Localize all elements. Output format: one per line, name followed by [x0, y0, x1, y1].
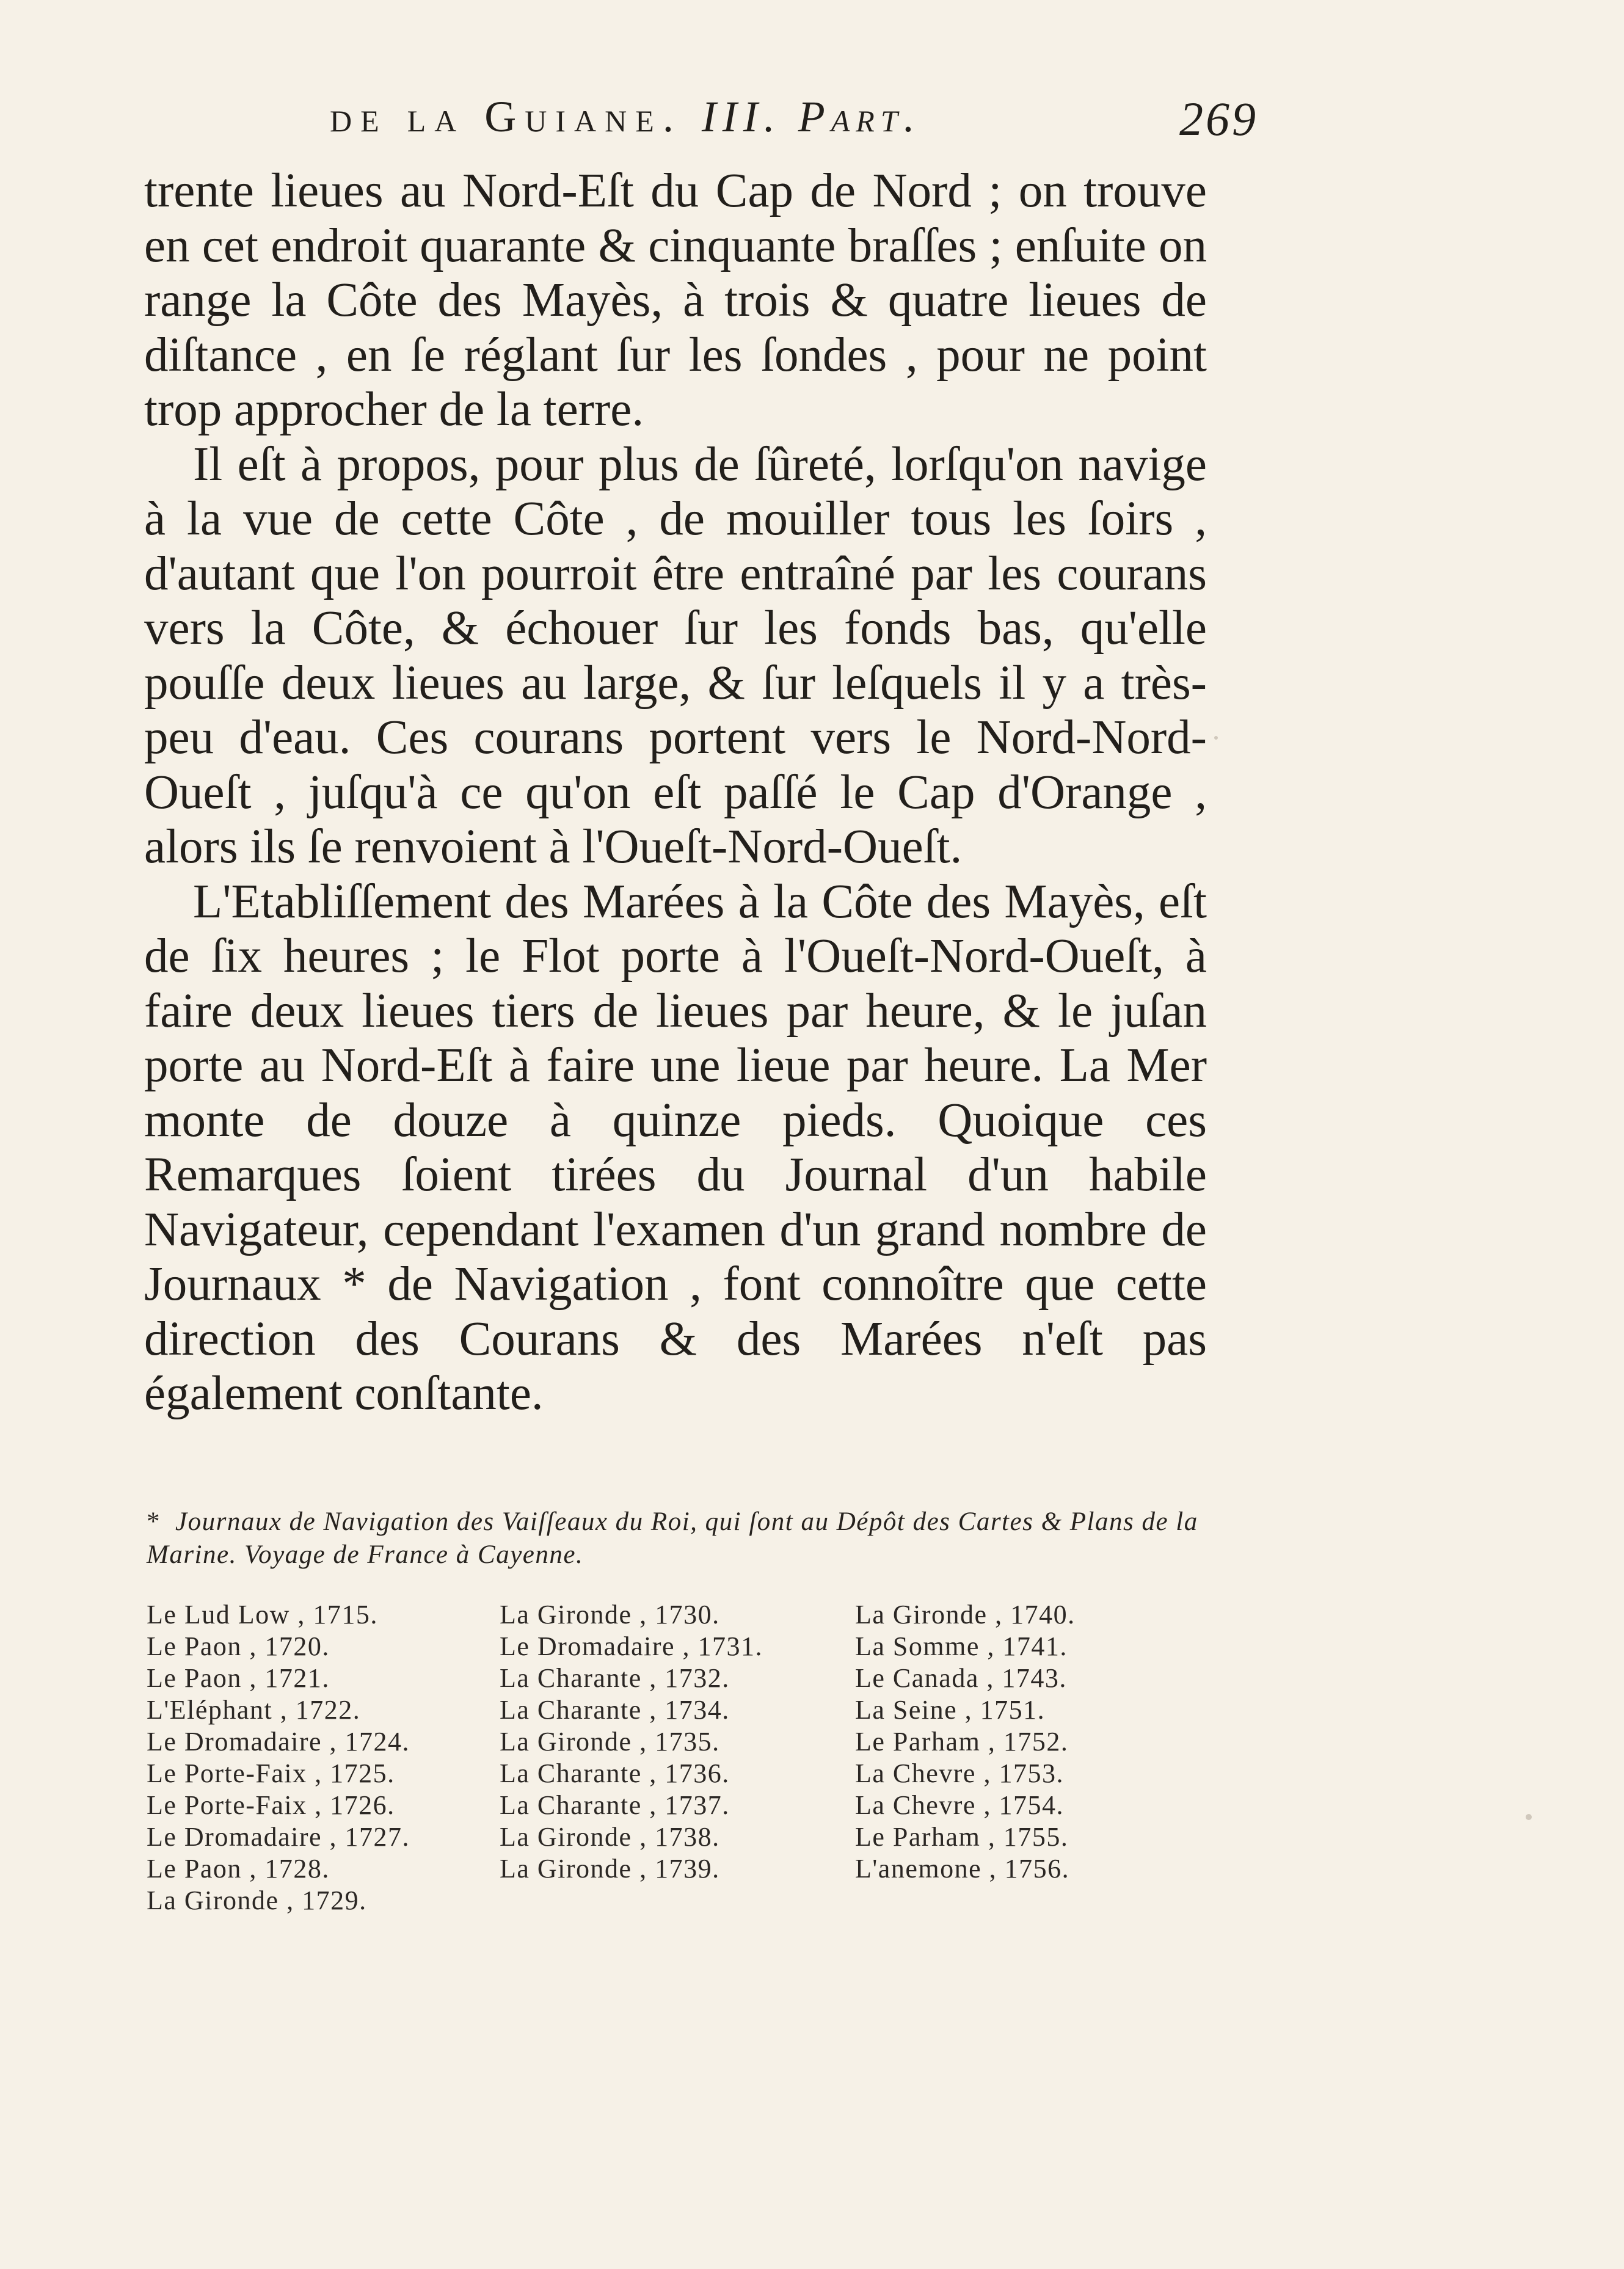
list-item: La Chevre , 1754.	[855, 1790, 1064, 1820]
ship-list-column-2	[500, 1599, 763, 1885]
paper-speck	[1214, 736, 1218, 740]
ship-list-column-3	[855, 1599, 1076, 1885]
footnote-marker: *	[147, 1507, 161, 1536]
header-part: III. Part.	[701, 92, 921, 141]
list-item: La Charante , 1732.	[500, 1663, 730, 1693]
list-item: La Gironde , 1739.	[500, 1854, 720, 1884]
list-item: La Gironde , 1735.	[500, 1727, 720, 1757]
list-item: Le Canada , 1743.	[855, 1663, 1067, 1693]
list-item: Le Paon , 1720.	[147, 1631, 330, 1661]
ship-list-column-1	[147, 1599, 410, 1917]
list-item: La Gironde , 1738.	[500, 1822, 720, 1852]
paper-speck	[1526, 1814, 1532, 1820]
list-item: Le Paon , 1728.	[147, 1854, 330, 1884]
list-item: La Gironde , 1740.	[855, 1600, 1076, 1630]
list-item: L'anemone , 1756.	[855, 1854, 1070, 1884]
list-item: Le Parham , 1755.	[855, 1822, 1069, 1852]
paragraph-2: Il eſt à propos, pour plus de ſûreté, lorſqu'on navige à la vue de cette Côte , de mouiller tous les ſoirs , d'autant que l'on pourroit être entraîné par les courans vers la Côte, & échouer ſur les fonds bas, qu'elle pouſſe deux lieues au large, & ſur leſquels il y a très-peu d'eau. Ces courans portent vers le Nord-Nord-Oueſt , juſqu'à ce qu'on eſt paſſé le Cap d'Orange , alors ils ſe renvoient à l'Oueſt-Nord-Oueſt.	[144, 437, 1207, 873]
body-text	[144, 164, 1207, 1421]
list-item: La Chevre , 1753.	[855, 1758, 1064, 1788]
list-item: La Charante , 1736.	[500, 1758, 730, 1788]
list-item: L'Eléphant , 1722.	[147, 1695, 361, 1725]
footnote-text: Journaux de Navigation des Vaiſſeaux du Roi, qui ſont au Dépôt des Cartes & Plans de la Marine. Voyage de France à Cayenne.	[147, 1507, 1198, 1569]
header-title-text: de la Guiane.	[330, 92, 682, 141]
list-item: Le Porte-Faix , 1726.	[147, 1790, 395, 1820]
list-item: Le Dromadaire , 1731.	[500, 1631, 763, 1661]
list-item: La Seine , 1751.	[855, 1695, 1046, 1725]
list-item: La Gironde , 1730.	[500, 1600, 720, 1630]
page-number: 269	[1179, 92, 1258, 145]
header-title	[330, 92, 921, 142]
list-item: La Somme , 1741.	[855, 1631, 1068, 1661]
running-header	[330, 92, 1258, 159]
list-item: Le Paon , 1721.	[147, 1663, 330, 1693]
list-item: La Gironde , 1729.	[147, 1885, 367, 1915]
list-item: La Charante , 1734.	[500, 1695, 730, 1725]
list-item: Le Dromadaire , 1724.	[147, 1727, 410, 1757]
list-item: Le Parham , 1752.	[855, 1727, 1069, 1757]
list-item: Le Lud Low , 1715.	[147, 1600, 378, 1630]
list-item: La Charante , 1737.	[500, 1790, 730, 1820]
list-item: Le Porte-Faix , 1725.	[147, 1758, 395, 1788]
paragraph-1: trente lieues au Nord-Eſt du Cap de Nord ; on trouve en cet endroit quarante & cinquante braſſes ; enſuite on range la Côte des Mayès, à trois & quatre lieues de diſtance , en ſe réglant ſur les ſondes , pour ne point trop approcher de la terre.	[144, 164, 1207, 436]
footnote	[147, 1506, 1209, 1572]
paragraph-3: L'Etabliſſement des Marées à la Côte des Mayès, eſt de ſix heures ; le Flot porte à l'Oueſt-Nord-Oueſt, à faire deux lieues tiers de lieues par heure, & le juſan porte au Nord-Eſt à faire une lieue par heure. La Mer monte de douze à quinze pieds. Quoique ces Remarques ſoient tirées du Journal d'un habile Navigateur, cependant l'examen d'un grand nombre de Journaux * de Navigation , font connoître que cette direction des Courans & des Marées n'eſt pas également conſtante.	[144, 875, 1207, 1420]
list-item: Le Dromadaire , 1727.	[147, 1822, 410, 1852]
